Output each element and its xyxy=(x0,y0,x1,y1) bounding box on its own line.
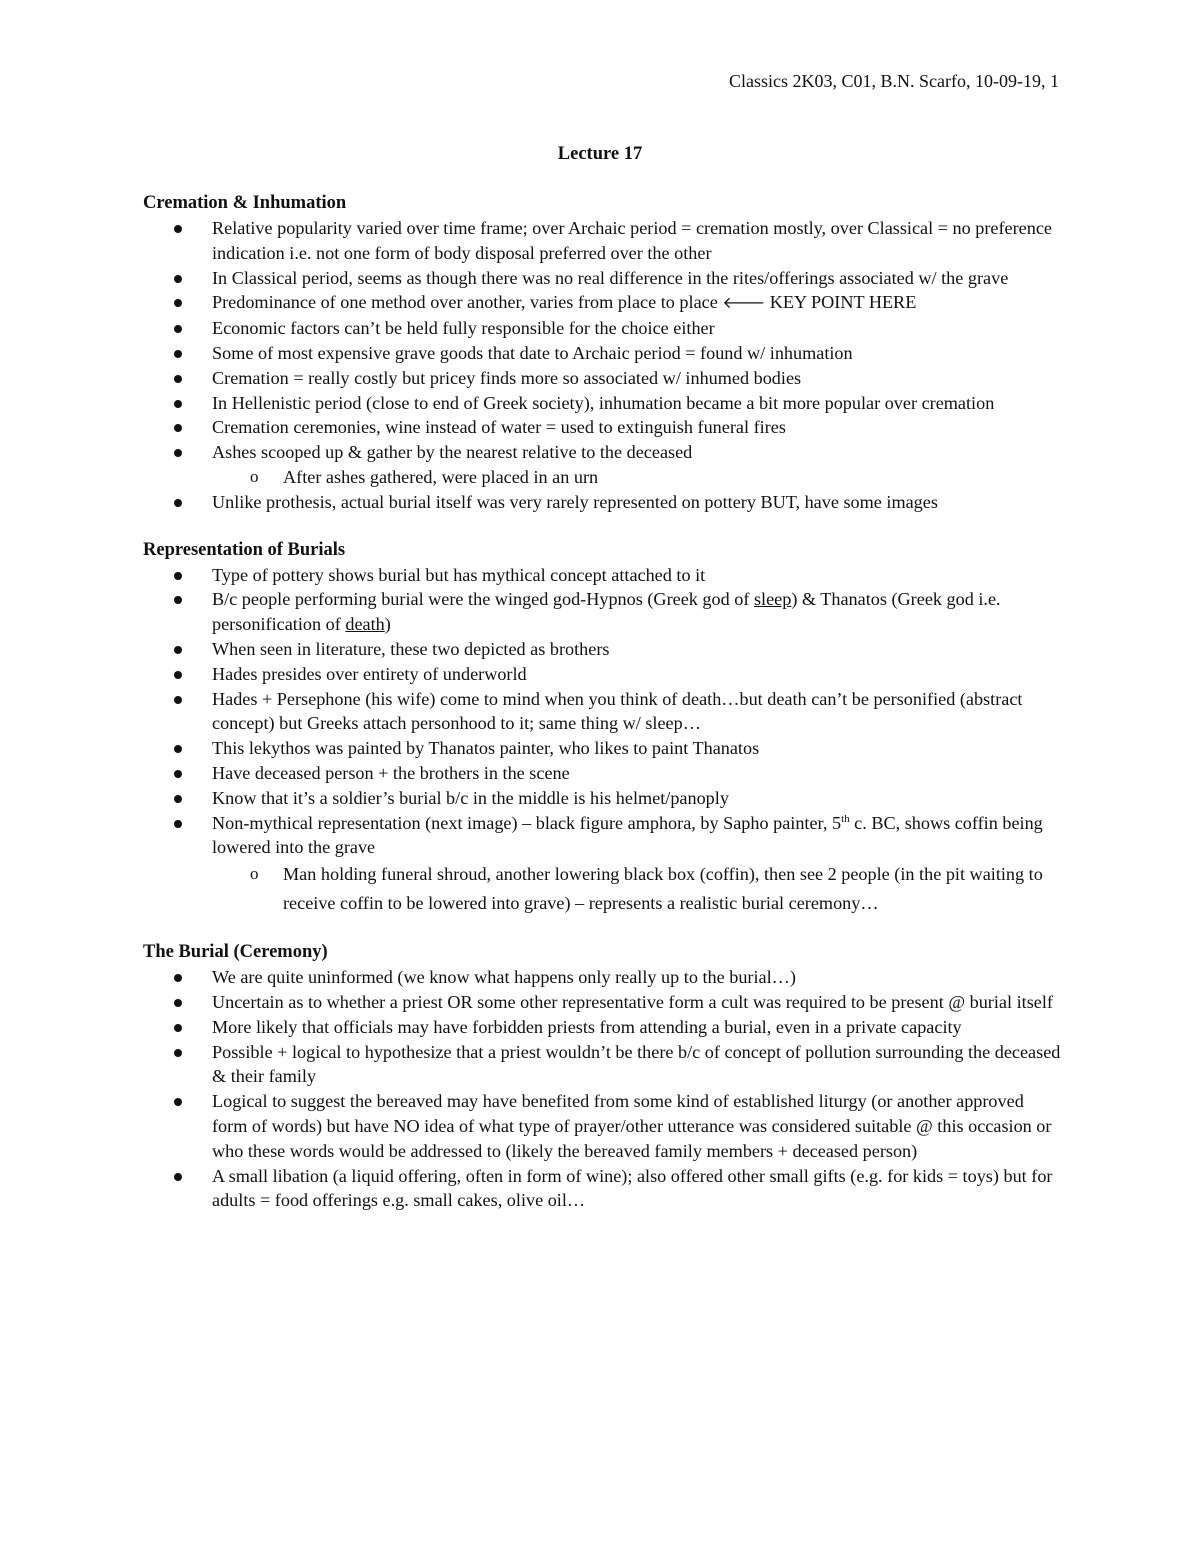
list-item: In Hellenistic period (close to end of Greek society), inhumation became a bit more popular over cremation xyxy=(143,391,1063,416)
list-item: Some of most expensive grave goods that date to Archaic period = found w/ inhumation xyxy=(143,341,1063,366)
bullet-icon xyxy=(174,795,182,803)
bullet-list xyxy=(143,563,1063,918)
bullet-icon xyxy=(174,646,182,654)
list-item: In Classical period, seems as though there was no real difference in the rites/offerings associated w/ the grave xyxy=(143,266,1063,291)
bullet-icon xyxy=(174,974,182,982)
list-item: Relative popularity varied over time frame; over Archaic period = cremation mostly, over Classical = no preference indication i.e. not one form of body disposal preferred over the other xyxy=(143,216,1063,266)
document-body xyxy=(143,190,1063,1235)
sub-list-item: o Man holding funeral shroud, another lowering black box (coffin), then see 2 people (in the pit waiting to receive coffin to be lowered into grave) – represents a realistic burial ceremony… xyxy=(212,860,1063,917)
list-item: Unlike prothesis, actual burial itself was very rarely represented on pottery BUT, have some images xyxy=(143,490,1063,515)
list-item: A small libation (a liquid offering, often in form of wine); also offered other small gifts (e.g. for kids = toys) but for adults = food offerings e.g. small cakes, olive oil… xyxy=(143,1164,1063,1214)
section-the-burial-ceremony xyxy=(143,939,1063,1213)
list-item: Type of pottery shows burial but has mythical concept attached to it xyxy=(143,563,1063,588)
sub-bullet-list xyxy=(212,465,1063,490)
list-item: Cremation ceremonies, wine instead of water = used to extinguish funeral fires xyxy=(143,415,1063,440)
list-item: Possible + logical to hypothesize that a priest wouldn’t be there b/c of concept of pollution surrounding the deceased & their family xyxy=(143,1040,1063,1090)
list-item: Non-mythical representation (next image) – black figure amphora, by Sapho painter, 5th c. BC, shows coffin being lowered into the grave o Man holding funeral shroud, another lowering black box (coffin), then see 2 people (in the pit waiting to receive coffin to be lowered into grave) – represents a realistic burial ceremony… xyxy=(143,811,1063,918)
section-representation-of-burials xyxy=(143,537,1063,918)
bullet-icon xyxy=(174,696,182,704)
section-heading: Cremation & Inhumation xyxy=(143,193,347,213)
list-item: We are quite uninformed (we know what happens only really up to the burial…) xyxy=(143,965,1063,990)
underlined-term: sleep xyxy=(753,589,792,610)
list-item: Logical to suggest the bereaved may have benefited from some kind of established liturgy (or another approved form of words) but have NO idea of what type of prayer/other utterance was considered suitable @ this occasion or who these words would be addressed to (likely the bereaved family members + deceased person) xyxy=(143,1089,1063,1163)
section-heading: Representation of Burials xyxy=(143,539,346,560)
bullet-icon xyxy=(174,572,182,580)
bullet-icon xyxy=(174,1098,182,1106)
bullet-icon xyxy=(174,1049,182,1057)
list-item: More likely that officials may have forbidden priests from attending a burial, even in a private capacity xyxy=(143,1015,1063,1040)
circle-bullet-icon: o xyxy=(250,466,259,486)
bullet-icon xyxy=(174,275,182,283)
list-item: When seen in literature, these two depicted as brothers xyxy=(143,637,1063,662)
bullet-icon xyxy=(174,400,182,408)
bullet-list xyxy=(143,216,1063,515)
section-cremation-inhumation xyxy=(143,190,1063,515)
arrow-left-icon: 🡐 xyxy=(722,293,766,313)
bullet-icon xyxy=(174,999,182,1007)
list-item: B/c people performing burial were the winged god-Hypnos (Greek god of sleep) & Thanatos (Greek god i.e. personification of death) xyxy=(143,587,1063,637)
list-item: Predominance of one method over another, varies from place to place 🡐 KEY POINT HERE xyxy=(143,290,1063,316)
circle-bullet-icon: o xyxy=(250,864,259,884)
list-item: Hades + Persephone (his wife) come to mind when you think of death…but death can’t be personified (abstract concept) but Greeks attach personhood to it; same thing w/ sleep… xyxy=(143,687,1063,737)
list-item: Hades presides over entirety of underworld xyxy=(143,662,1063,687)
bullet-icon xyxy=(174,375,182,383)
bullet-icon xyxy=(174,499,182,507)
sub-list-item: o After ashes gathered, were placed in an urn xyxy=(212,465,1063,490)
bullet-icon xyxy=(174,325,182,333)
list-item: Cremation = really costly but pricey finds more so associated w/ inhumed bodies xyxy=(143,366,1063,391)
list-item: Ashes scooped up & gather by the nearest relative to the deceased o After ashes gathered, were placed in an urn xyxy=(143,440,1063,490)
bullet-icon xyxy=(174,770,182,778)
bullet-icon xyxy=(174,350,182,358)
bullet-icon xyxy=(174,820,182,828)
bullet-list xyxy=(143,965,1063,1213)
bullet-icon xyxy=(174,424,182,432)
page-header: Classics 2K03, C01, B.N. Scarfo, 10-09-19, 1 xyxy=(729,71,1059,91)
bullet-icon xyxy=(174,1173,182,1181)
list-item: Uncertain as to whether a priest OR some other representative form a cult was required to be present @ burial itself xyxy=(143,990,1063,1015)
bullet-icon xyxy=(174,299,182,307)
bullet-icon xyxy=(174,671,182,679)
underlined-term: death xyxy=(345,614,385,635)
list-item: Have deceased person + the brothers in the scene xyxy=(143,761,1063,786)
page-title: Lecture 17 xyxy=(557,144,643,164)
list-item: Economic factors can’t be held fully responsible for the choice either xyxy=(143,316,1063,341)
bullet-icon xyxy=(174,225,182,233)
list-item: This lekythos was painted by Thanatos painter, who likes to paint Thanatos xyxy=(143,736,1063,761)
superscript: th xyxy=(841,812,850,825)
bullet-icon xyxy=(174,449,182,457)
sub-bullet-list xyxy=(212,860,1063,917)
section-heading: The Burial (Ceremony) xyxy=(143,942,328,963)
list-item: Know that it’s a soldier’s burial b/c in the middle is his helmet/panoply xyxy=(143,786,1063,811)
bullet-icon xyxy=(174,745,182,753)
bullet-icon xyxy=(174,1024,182,1032)
bullet-icon xyxy=(174,596,182,604)
